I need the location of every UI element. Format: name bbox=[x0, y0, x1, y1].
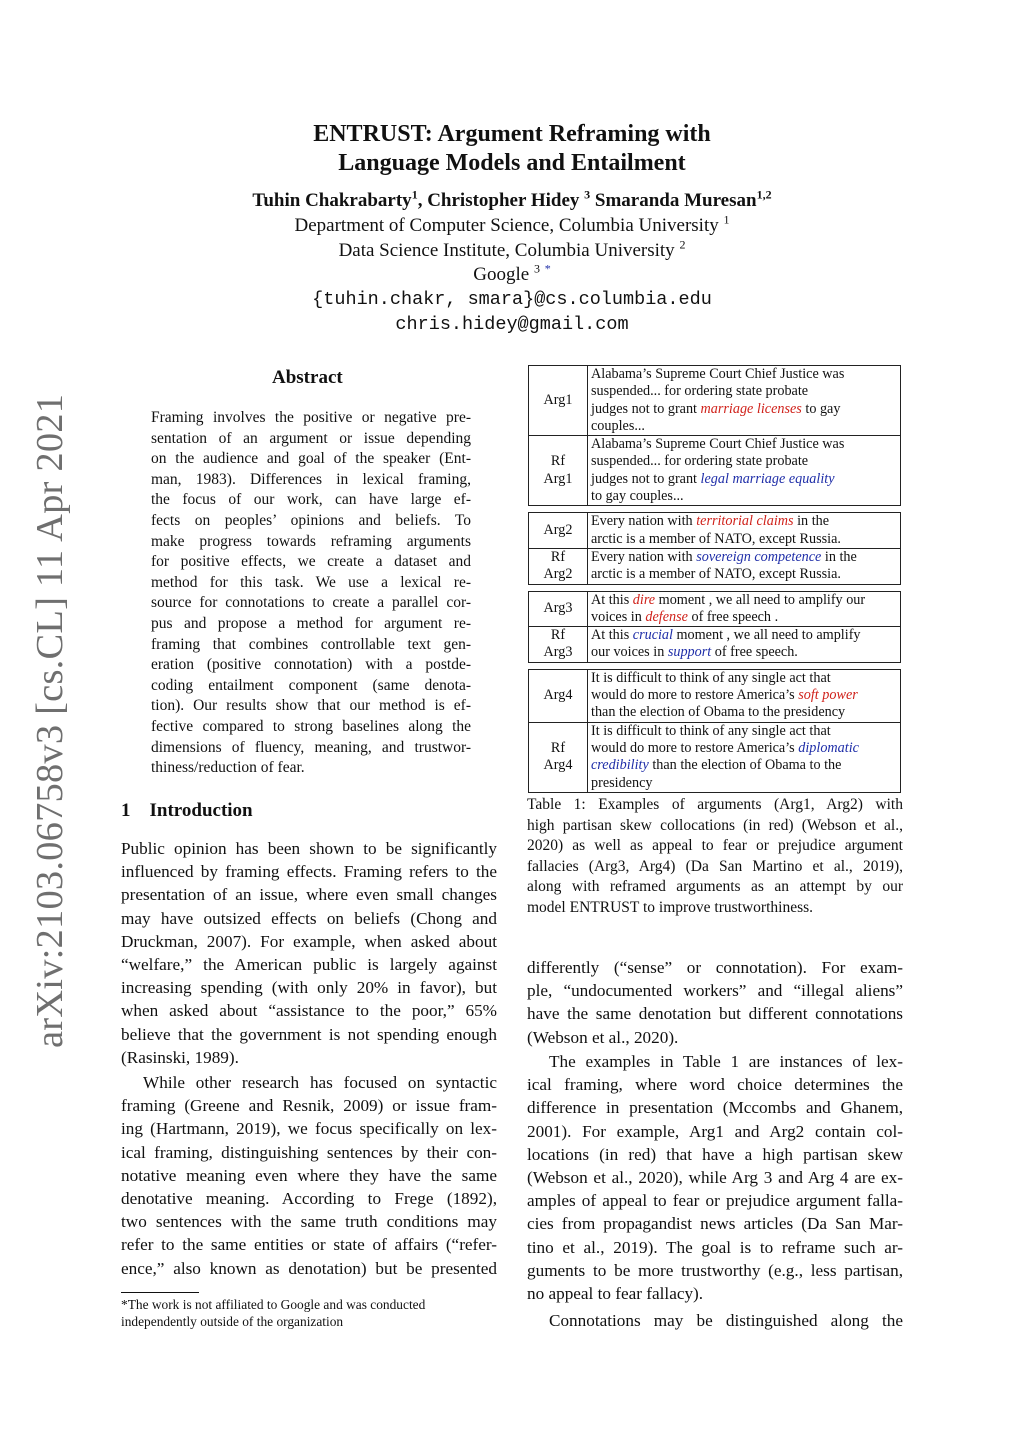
col2-paragraph-2: The examples in Table 1 are instances of lex- ical framing, where word choice determines the difference in presentation (Mccombs and Ghanem, 2001). For example, Arg1 and Arg2 contain col- locations (in red) that have a high partisan skew (Webson et al., 2020), while Arg 3 and Arg 4 are ex- amples of appeal to fear or prejudice argument falla- cies from propagandist news articles (Da San Mar- tino et al., 2019). The goal is to reframe such ar- guments to be more trustworthy (e.g., less partisan, no appeal to fear fallacy). bbox=[527, 1052, 903, 1303]
table-row bbox=[529, 513, 901, 549]
affiliation: Department of Computer Science, Columbia University $^1$ bbox=[294, 212, 730, 236]
examples-table bbox=[528, 365, 901, 793]
table-row bbox=[529, 627, 901, 663]
row-text: It is difficult to think of any single act that would do more to restore America’s soft power than the election of Obama to the presidency bbox=[588, 669, 901, 722]
col2-paragraph-1: differently (“sense” or connotation). For exam- ple, “undocumented workers” and “illegal aliens” have the same denotation but different connotations (Webson et al., 2020). bbox=[527, 958, 903, 1047]
author-list: Tuhin Chakrabarty$^1$, Christopher Hidey $^3$ Smaranda Muresan$^{1,2}$ bbox=[252, 187, 772, 211]
row-text: Every nation with sovereign competence in the arctic is a member of NATO, except Russia. bbox=[588, 548, 901, 584]
table-row bbox=[529, 722, 901, 792]
row-text: Alabama’s Supreme Court Chief Justice was suspended... for ordering state probate judges not to grant legal marriage equality to gay couples... bbox=[588, 436, 901, 506]
table-row bbox=[529, 548, 901, 584]
row-text: At this dire moment , we all need to amplify our voices in defense of free speech . bbox=[588, 591, 901, 627]
row-label: Rf Arg4 bbox=[529, 722, 588, 792]
row-label: Rf Arg1 bbox=[529, 436, 588, 506]
footnote-rule bbox=[121, 1292, 199, 1293]
arxiv-identifier: arXiv:2103.06758v3 [cs.CL] 11 Apr 2021 bbox=[29, 393, 71, 1048]
row-label: Arg2 bbox=[529, 513, 588, 549]
row-label: Rf Arg2 bbox=[529, 548, 588, 584]
author-name: Christopher Hidey bbox=[427, 190, 580, 211]
table-row bbox=[529, 591, 901, 627]
abstract-heading: Abstract bbox=[272, 367, 343, 388]
section-heading: 1 Introduction bbox=[121, 800, 253, 821]
table-row bbox=[529, 436, 901, 506]
row-text: Every nation with territorial claims in the arctic is a member of NATO, except Russia. bbox=[588, 513, 901, 549]
table-row bbox=[529, 366, 901, 436]
affiliation: Google $^3$ * bbox=[473, 261, 551, 285]
footnote-mark[interactable]: * bbox=[544, 261, 551, 276]
col2-paragraph-3: Connotations may be distinguished along the bbox=[549, 1311, 903, 1330]
row-label: Rf Arg3 bbox=[529, 627, 588, 663]
author-name: Smaranda Muresan bbox=[594, 190, 757, 211]
paper-title: ENTRUST: Argument Reframing with Language Models and Entailment bbox=[313, 121, 711, 176]
affiliation: Data Science Institute, Columbia University $^2$ bbox=[338, 237, 686, 261]
email: chris.hidey@gmail.com bbox=[395, 314, 629, 335]
table-caption: Table 1: Examples of arguments (Arg1, Arg2) with high partisan skew collocations (in red) (Webson et al., 2020) as well as appeal to fear or prejudice argument fallacies (Arg3, Arg4) (Da San Martino et al., 2019), along with reframed arguments as an attempt by our model ENTRUST to improve trustworthiness. bbox=[527, 796, 903, 916]
table-row bbox=[529, 669, 901, 722]
row-text: It is difficult to think of any single act that would do more to restore America’s diplomatic credibility than the election of Obama to the presidency bbox=[588, 722, 901, 792]
row-label: Arg1 bbox=[529, 366, 588, 436]
intro-paragraph-2: While other research has focused on syntactic framing (Greene and Resnik, 2009) or issue fram- ing (Hartmann, 2019), we focus specifically on lex- ical framing, distinguishing sentences by their con- notative meaning even where they have the same denotative meaning. According to Frege (1892), two sentences with the same truth conditions may refer to the same entities or state of affairs (“refer- ence,” also known as denotation) but be presented bbox=[121, 1073, 497, 1278]
row-label: Arg3 bbox=[529, 591, 588, 627]
abstract-body: Framing involves the positive or negative pre- sentation of an argument or issue depending on the audience and goal of the speaker (Ent- man, 1983). Differences in lexical framing, the focus of our work, can have large ef- fects on peoples’ opinions and beliefs. To make progress towards reframing arguments for positive effects, we create a dataset and method for this task. We use a lexical re- source for connotations to create a parallel cor- pus and propose a method for argument re- framing that combines controllable text gen- eration (positive connotation) with a postde- coding entailment component (same denota- tion). Our results show that our method is ef- fective compared to strong baselines along the dimensions of fluency, meaning, and trustwor- thiness/reduction of fear. bbox=[151, 409, 471, 777]
intro-paragraph-1: Public opinion has been shown to be significantly influenced by framing effects. Framing refers to the presentation of an issue, where even small changes may have outsized effects on beliefs (Chong and Druckman, 2007). For example, when asked about “welfare,” the American public is largely against increasing spending (with only 20% in favor), but when asked about “assistance to the poor,” 65% believe that the government is not spending enough (Rasinski, 1989). bbox=[121, 839, 497, 1067]
row-label: Arg4 bbox=[529, 669, 588, 722]
row-text: Alabama’s Supreme Court Chief Justice was suspended... for ordering state probate judges not to grant marriage licenses to gay couples... bbox=[588, 366, 901, 436]
row-text: At this crucial moment , we all need to amplify our voices in support of free speech. bbox=[588, 627, 901, 663]
author-name: Tuhin Chakrabarty bbox=[252, 190, 412, 211]
email: {tuhin.chakr, smara}@cs.columbia.edu bbox=[312, 289, 712, 310]
footnote: *The work is not affiliated to Google and was conducted independently outside of the organization bbox=[121, 1297, 426, 1329]
